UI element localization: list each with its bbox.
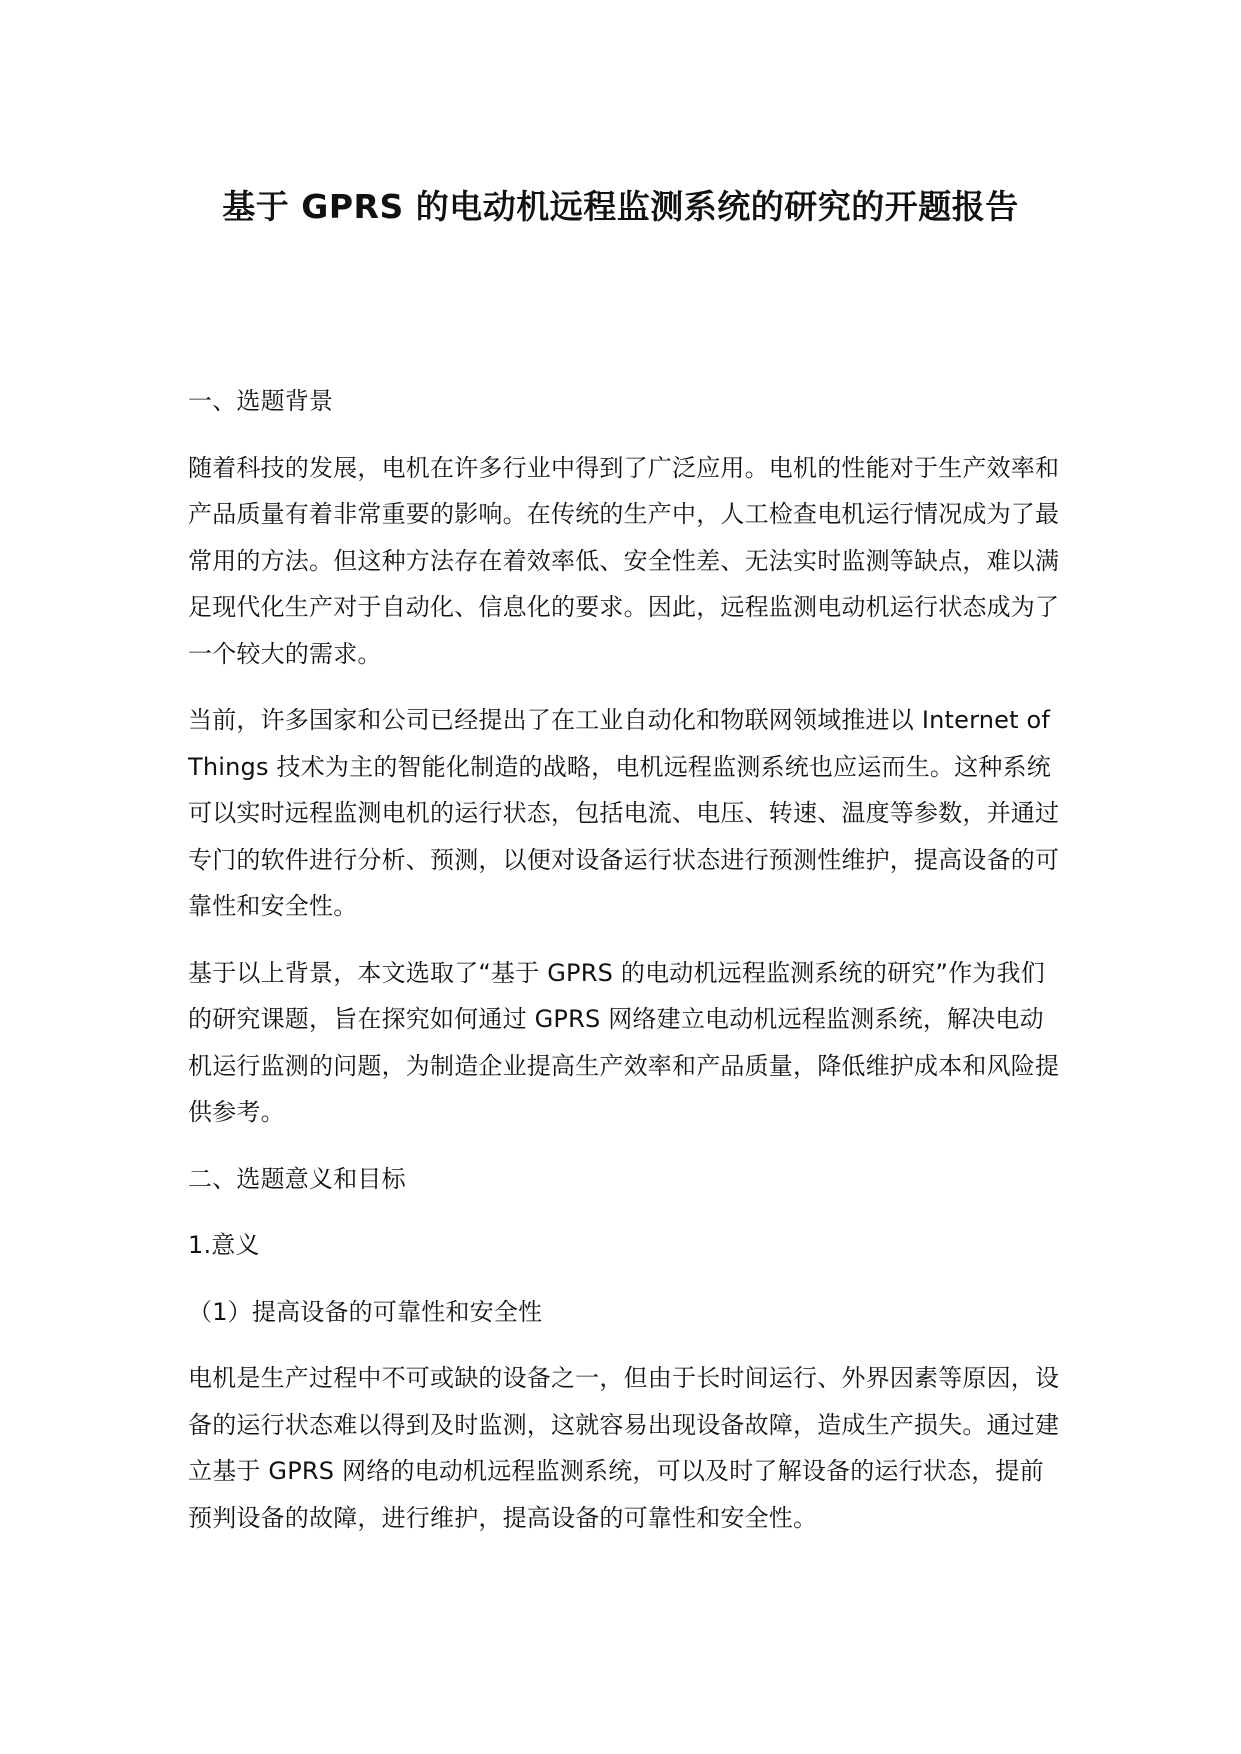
section-heading-background: 一、选题背景 [188, 387, 334, 415]
document-body [188, 378, 1060, 1541]
background-paragraph-2: 当前，许多国家和公司已经提出了在工业自动化和物联网领域推进以 Internet of Things 技术为主的智能化制造的战略，电机远程监测系统也应运而生。这种系统可以实时远程监测电机的运行状态，包括电流、电压、转速、温度等参数，并通过专门的软件进行分析、预测，以便对设备运行状态进行预测性维护，提高设备的可靠性和安全性。 [188, 706, 1060, 920]
item-heading-reliability: （1）提高设备的可靠性和安全性 [188, 1297, 543, 1326]
document-title: 基于 GPRS 的电动机远程监测系统的研究的开题报告 [222, 187, 1019, 226]
background-paragraph-3: 基于以上背景，本文选取了“基于 GPRS 的电动机远程监测系统的研究”作为我们的研究课题，旨在探究如何通过 GPRS 网络建立电动机远程监测系统，解决电动机运行监测的问题，为制造企业提高生产效率和产品质量，降低维护成本和风险提供参考。 [188, 958, 1060, 1126]
subheading-significance: 1.意义 [188, 1231, 260, 1259]
background-paragraph-1: 随着科技的发展，电机在许多行业中得到了广泛应用。电机的性能对于生产效率和产品质量有着非常重要的影响。在传统的生产中，人工检查电机运行情况成为了最常用的方法。但这种方法存在着效率低、安全性差、无法实时监测等缺点，难以满足现代化生产对于自动化、信息化的要求。因此，远程监测电动机运行状态成为了一个较大的需求。 [188, 453, 1060, 668]
reliability-paragraph: 电机是生产过程中不可或缺的设备之一，但由于长时间运行、外界因素等原因，设备的运行状态难以得到及时监测，这就容易出现设备故障，造成生产损失。通过建立基于 GPRS 网络的电动机远程监测系统，可以及时了解设备的运行状态，提前预判设备的故障，进行维护，提高设备的可靠性和安全性。 [188, 1364, 1060, 1532]
section-heading-significance: 二、选题意义和目标 [188, 1164, 406, 1193]
